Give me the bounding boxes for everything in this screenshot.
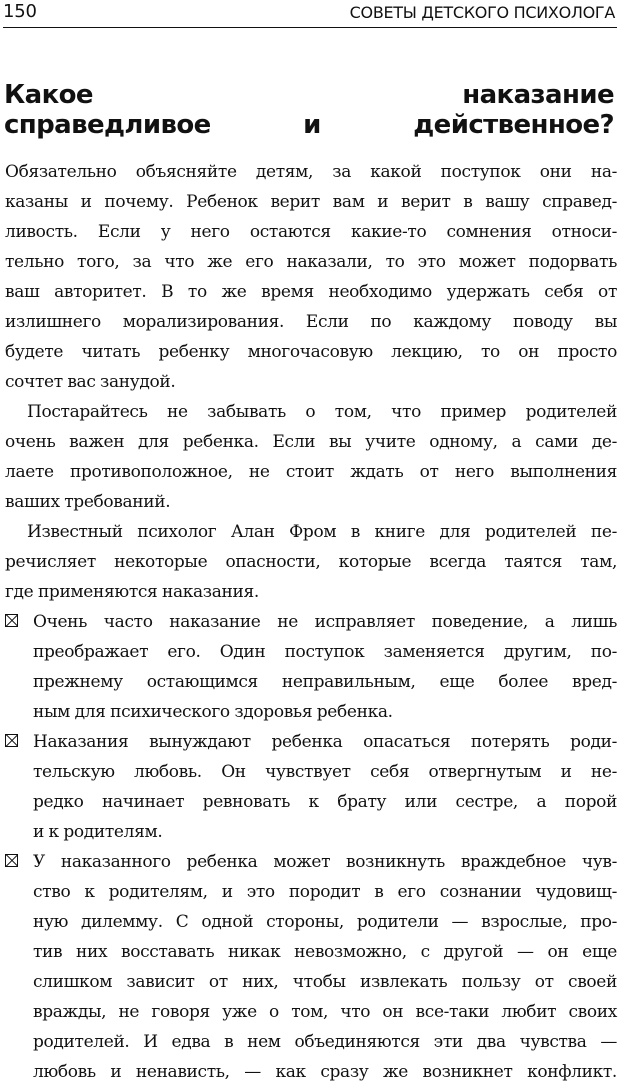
list-item — [5, 727, 617, 847]
crossed-box-bullet-icon — [5, 614, 18, 627]
heading-line: справедливое и действенное? — [4, 110, 614, 140]
text-line: лаете противоположное, не стоит ждать от него выполнения — [5, 462, 617, 482]
text-line: родителей. И едва в нем объединяются эти два чувства — — [33, 1032, 617, 1052]
text-line: прежнему остающимся неправильным, еще более вред- — [33, 672, 617, 692]
text-line: и к родителям. — [33, 822, 163, 842]
text-line: где применяются наказания. — [5, 582, 259, 602]
text-line: преображает его. Один поступок заменяется другим, по- — [33, 642, 617, 662]
text-line: тельскую любовь. Он чувствует себя отвергнутым и не- — [33, 762, 617, 782]
text-line: Известный психолог Алан Фром в книге для родителей пе- — [27, 522, 617, 542]
text-line: У наказанного ребенка может возникнуть враждебное чув- — [33, 852, 617, 872]
crossed-box-bullet-icon — [5, 854, 18, 867]
body-text — [5, 157, 617, 1087]
text-line: очень важен для ребенка. Если вы учите одному, а сами де- — [5, 432, 617, 452]
text-line: ваш авторитет. В то же время необходимо удержать себя от — [5, 282, 617, 302]
text-line: сочтет вас занудой. — [5, 372, 176, 392]
text-line: ливость. Если у него остаются какие-то сомнения относи- — [5, 222, 617, 242]
running-header — [3, 1, 617, 28]
text-line: излишнего морализирования. Если по каждому поводу вы — [5, 312, 617, 332]
paragraph — [5, 157, 617, 397]
text-line: слишком зависит от них, чтобы извлекать пользу от своей — [33, 972, 617, 992]
text-line: Очень часто наказание не исправляет поведение, а лишь — [33, 612, 617, 632]
text-line: вражды, не говоря уже о том, что он все-таки любит своих — [33, 1002, 617, 1022]
text-line: любовь и ненависть, — как сразу же возникнет конфликт. — [33, 1062, 617, 1082]
text-line: Постарайтесь не забывать о том, что пример родителей — [27, 402, 617, 422]
text-line: редко начинает ревновать к брату или сестре, а порой — [33, 792, 617, 812]
running-title: СОВЕТЫ ДЕТСКОГО ПСИХОЛОГА — [349, 3, 615, 22]
text-line: ство к родителям, и это породит в его сознании чудовищ- — [33, 882, 617, 902]
text-line: речисляет некоторые опасности, которые всегда таятся там, — [5, 552, 617, 572]
text-line: Обязательно объясняйте детям, за какой поступок они на- — [5, 162, 617, 182]
text-line: ным для психического здоровья ребенка. — [33, 702, 393, 722]
text-line: будете читать ребенку многочасовую лекцию, то он просто — [5, 342, 617, 362]
page-number: 150 — [3, 1, 37, 22]
paragraph — [5, 397, 617, 517]
text-line: тельно того, за что же его наказали, то это может подорвать — [5, 252, 617, 272]
text-line: ную дилемму. С одной стороны, родители — взрослые, про- — [33, 912, 617, 932]
list-item — [5, 607, 617, 727]
section-heading — [4, 77, 614, 140]
crossed-box-bullet-icon — [5, 734, 18, 747]
heading-line: Какое наказание — [4, 80, 614, 110]
text-line: Наказания вынуждают ребенка опасаться потерять роди- — [33, 732, 617, 752]
text-line: казаны и почему. Ребенок верит вам и верит в вашу справед- — [5, 192, 617, 212]
paragraph — [5, 517, 617, 607]
text-line: ваших требований. — [5, 492, 171, 512]
list-item — [5, 847, 617, 1087]
text-line: тив них восставать никак невозможно, с другой — он еще — [33, 942, 617, 962]
